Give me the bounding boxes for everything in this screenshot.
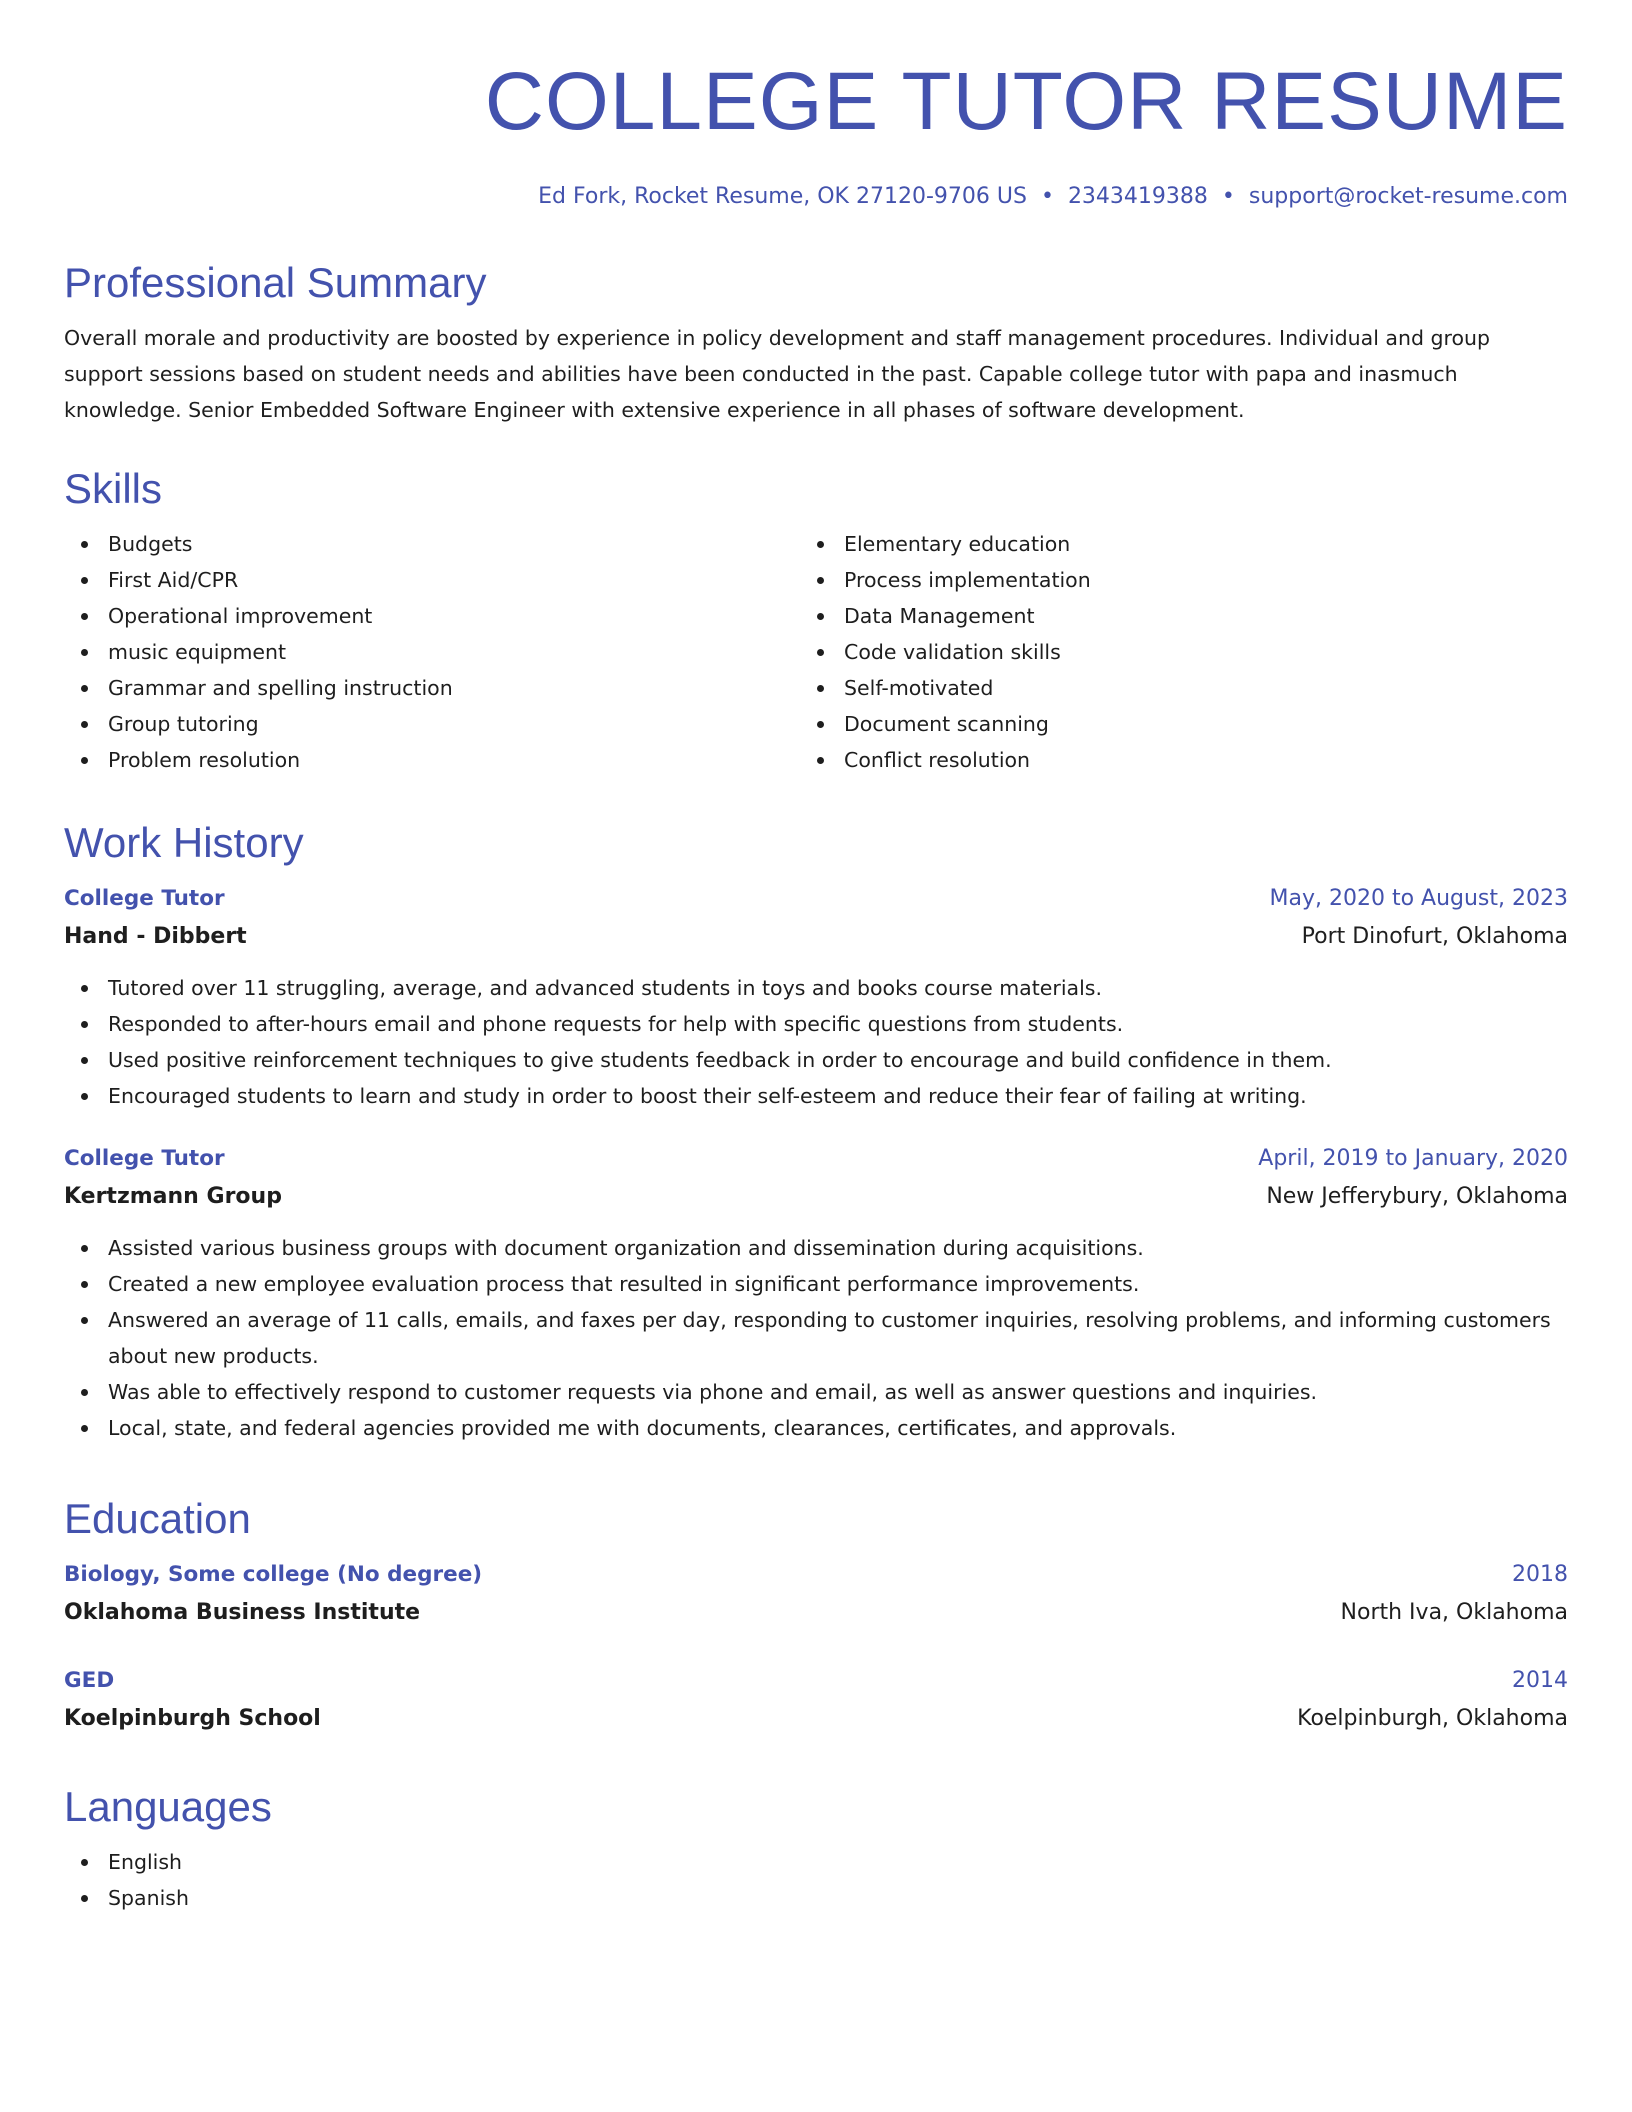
education-school: Koelpinburgh School xyxy=(64,1706,321,1731)
languages-list xyxy=(64,1844,1568,1916)
education-degree: GED xyxy=(64,1668,115,1693)
section-heading-languages: Languages xyxy=(64,1783,272,1830)
skills-grid xyxy=(64,526,1568,778)
job-bullet: Local, state, and federal agencies provided me with documents, clearances, certificates, and approvals. xyxy=(64,1410,1568,1446)
education-section xyxy=(64,1494,1568,1738)
job-bullet: Created a new employee evaluation process that resulted in significant performance improvements. xyxy=(64,1266,1568,1302)
skill-item: Operational improvement xyxy=(64,598,800,634)
job-role: College Tutor xyxy=(64,1146,225,1171)
work-history-section xyxy=(64,818,1568,1446)
section-heading-skills: Skills xyxy=(64,465,163,512)
education-school-row xyxy=(64,1594,1568,1632)
job-bullet: Was able to effectively respond to customer requests via phone and email, as well as answer questions and inquiries. xyxy=(64,1374,1568,1410)
skill-item: Group tutoring xyxy=(64,706,800,742)
job-bullet: Encouraged students to learn and study in order to boost their self-esteem and reduce their fear of failing at writing. xyxy=(64,1078,1568,1114)
education-entry xyxy=(64,1662,1568,1738)
skill-item: Grammar and spelling instruction xyxy=(64,670,800,706)
skill-item: Conflict resolution xyxy=(800,742,1600,778)
education-degree: Biology, Some college (No degree) xyxy=(64,1562,483,1587)
section-heading-education: Education xyxy=(64,1495,251,1542)
section-heading-work: Work History xyxy=(64,819,304,866)
job-dates: May, 2020 to August, 2023 xyxy=(1269,886,1568,911)
skill-item: music equipment xyxy=(64,634,800,670)
skill-item: Problem resolution xyxy=(64,742,800,778)
contact-separator: • xyxy=(1040,184,1054,209)
languages-section xyxy=(64,1782,1568,1916)
contact-line xyxy=(538,182,1568,212)
skill-item: Data Management xyxy=(800,598,1600,634)
job-bullets xyxy=(64,970,1568,1114)
education-entry xyxy=(64,1556,1568,1632)
skills-section xyxy=(64,464,1568,778)
job-bullet: Assisted various business groups with document organization and dissemination during acquisitions. xyxy=(64,1230,1568,1266)
education-year: 2014 xyxy=(1512,1668,1568,1693)
contact-phone: 2343419388 xyxy=(1067,184,1208,209)
job-location: New Jefferybury, Oklahoma xyxy=(1266,1184,1568,1209)
contact-email: support@rocket-resume.com xyxy=(1248,184,1568,209)
job-entry xyxy=(64,880,1568,1114)
skill-item: Elementary education xyxy=(800,526,1600,562)
job-company-row xyxy=(64,1178,1568,1216)
education-school-row xyxy=(64,1700,1568,1738)
skill-item: Document scanning xyxy=(800,706,1600,742)
job-header-row xyxy=(64,1140,1568,1178)
skill-item: Code validation skills xyxy=(800,634,1600,670)
education-year: 2018 xyxy=(1512,1562,1568,1587)
job-location: Port Dinofurt, Oklahoma xyxy=(1301,924,1568,949)
contact-address: Ed Fork, Rocket Resume, OK 27120-9706 US xyxy=(538,184,1027,209)
skills-list-left xyxy=(64,526,800,778)
job-dates: April, 2019 to January, 2020 xyxy=(1258,1146,1568,1171)
skill-item: Process implementation xyxy=(800,562,1600,598)
job-bullet: Tutored over 11 struggling, average, and advanced students in toys and books course materials. xyxy=(64,970,1568,1006)
section-heading-summary: Professional Summary xyxy=(64,259,487,306)
language-item: English xyxy=(64,1844,1568,1880)
summary-text: Overall morale and productivity are boosted by experience in policy development and staff management procedures. Individual and group support sessions based on student needs and abilities have been conducted in the past. Capable college tutor with papa and inasmuch knowledge. Senior Embedded Software Engineer with extensive experience in all phases of software development. xyxy=(64,326,1491,422)
resume-title: COLLEGE TUTOR RESUME xyxy=(484,56,1568,147)
job-entry xyxy=(64,1140,1568,1446)
job-header-row xyxy=(64,880,1568,918)
job-bullet: Used positive reinforcement techniques to give students feedback in order to encourage and build confidence in them. xyxy=(64,1042,1568,1078)
professional-summary-section xyxy=(64,258,1568,428)
education-location: Koelpinburgh, Oklahoma xyxy=(1297,1706,1568,1731)
contact-separator: • xyxy=(1221,184,1235,209)
skill-item: Budgets xyxy=(64,526,800,562)
job-company-row xyxy=(64,918,1568,956)
job-bullets xyxy=(64,1230,1568,1446)
job-bullet: Answered an average of 11 calls, emails, and faxes per day, responding to customer inquiries, resolving problems, and informing customers about new products. xyxy=(64,1302,1568,1374)
job-role: College Tutor xyxy=(64,886,225,911)
job-company: Kertzmann Group xyxy=(64,1184,282,1209)
job-company: Hand - Dibbert xyxy=(64,924,247,949)
skills-list-right xyxy=(800,526,1600,778)
skill-item: First Aid/CPR xyxy=(64,562,800,598)
job-bullet: Responded to after-hours email and phone requests for help with specific questions from students. xyxy=(64,1006,1568,1042)
skill-item: Self-motivated xyxy=(800,670,1600,706)
education-header-row xyxy=(64,1662,1568,1700)
education-school: Oklahoma Business Institute xyxy=(64,1600,421,1625)
education-location: North Iva, Oklahoma xyxy=(1340,1600,1568,1625)
language-item: Spanish xyxy=(64,1880,1568,1916)
education-header-row xyxy=(64,1556,1568,1594)
